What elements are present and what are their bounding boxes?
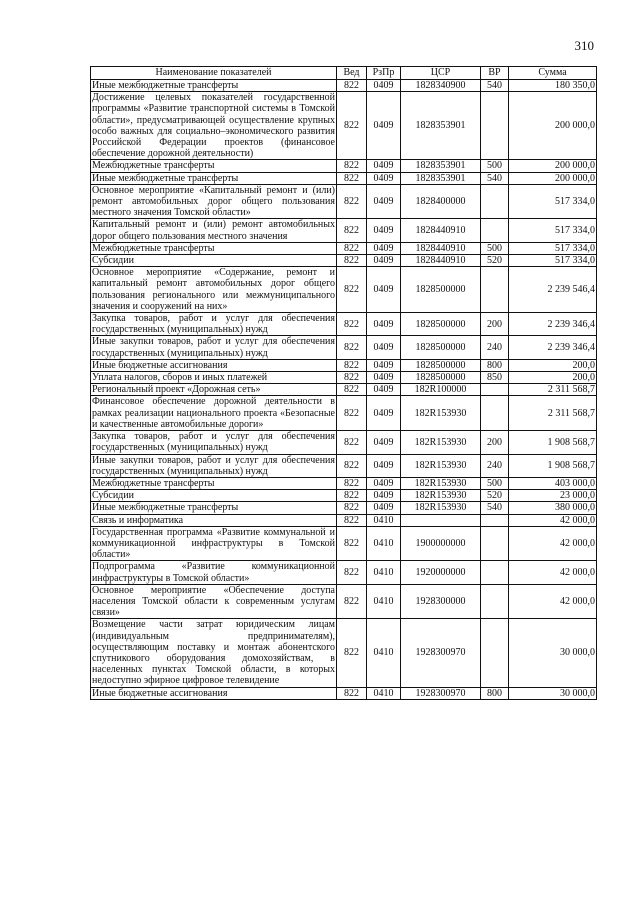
cell-csr: 182R153930	[401, 454, 481, 477]
table-body	[91, 80, 597, 700]
cell-vr	[481, 514, 509, 526]
cell-vr: 850	[481, 372, 509, 384]
budget-table	[90, 66, 597, 700]
cell-ved: 822	[337, 431, 367, 454]
cell-sum: 30 000,0	[509, 619, 597, 687]
cell-ved: 822	[337, 502, 367, 514]
table-row	[91, 184, 597, 219]
cell-ved: 822	[337, 561, 367, 584]
cell-name: Субсидии	[91, 490, 337, 502]
cell-csr: 182R153930	[401, 502, 481, 514]
cell-sum: 517 334,0	[509, 219, 597, 242]
cell-ved: 822	[337, 454, 367, 477]
cell-csr: 182R100000	[401, 384, 481, 396]
table-row	[91, 372, 597, 384]
cell-ved: 822	[337, 219, 367, 242]
cell-rzpr: 0409	[367, 372, 401, 384]
cell-name: Уплата налогов, сборов и иных платежей	[91, 372, 337, 384]
cell-name: Основное мероприятие «Капитальный ремонт и (или) ремонт автомобильных дорог общего пользования местного значения Томской области»	[92, 184, 335, 219]
table-row	[91, 172, 597, 184]
cell-sum: 1 908 568,7	[509, 431, 597, 454]
cell-vr	[481, 561, 509, 584]
cell-ved: 822	[337, 184, 367, 219]
cell-vr	[481, 184, 509, 219]
cell-csr: 182R153930	[401, 396, 481, 431]
cell-rzpr: 0410	[367, 619, 401, 687]
cell-rzpr: 0410	[367, 687, 401, 699]
table-row	[91, 490, 597, 502]
cell-name: Финансовое обеспечение дорожной деятельности в рамках реализации национального проекта «Безопасные и качественные автомобильные дороги»	[92, 396, 335, 430]
cell-sum: 517 334,0	[509, 242, 597, 254]
header-sum: Сумма	[509, 67, 597, 80]
header-vr: ВР	[481, 67, 509, 80]
cell-ved: 822	[337, 80, 367, 92]
cell-sum: 200,0	[509, 372, 597, 384]
cell-vr	[481, 584, 509, 619]
cell-rzpr: 0409	[367, 92, 401, 160]
cell-name: Закупка товаров, работ и услуг для обеспечения государственных (муниципальных) нужд	[92, 313, 335, 336]
cell-name: Межбюджетные трансферты	[91, 477, 337, 489]
cell-ved: 822	[337, 372, 367, 384]
cell-ved: 822	[337, 514, 367, 526]
cell-vr: 200	[481, 313, 509, 336]
cell-sum: 2 239 346,4	[509, 336, 597, 359]
cell-csr	[401, 514, 481, 526]
table-row	[91, 219, 597, 242]
cell-sum: 180 350,0	[509, 80, 597, 92]
cell-vr: 200	[481, 431, 509, 454]
cell-name: Государственная программа «Развитие коммунальной и коммуникационной инфраструктуры в Томской области»	[92, 526, 335, 561]
cell-name: Иные межбюджетные трансферты	[91, 502, 337, 514]
cell-vr: 500	[481, 242, 509, 254]
table-row	[91, 526, 597, 561]
cell-ved: 822	[337, 255, 367, 267]
cell-name: Региональный проект «Дорожная сеть»	[91, 384, 337, 396]
cell-csr: 1828353901	[401, 160, 481, 172]
table-row	[91, 502, 597, 514]
cell-ved: 822	[337, 242, 367, 254]
cell-rzpr: 0409	[367, 255, 401, 267]
cell-name: Иные закупки товаров, работ и услуг для обеспечения государственных (муниципальных) нужд	[92, 454, 335, 477]
cell-vr: 500	[481, 477, 509, 489]
cell-sum: 42 000,0	[509, 584, 597, 619]
cell-rzpr: 0409	[367, 384, 401, 396]
cell-rzpr: 0409	[367, 313, 401, 336]
cell-sum: 517 334,0	[509, 184, 597, 219]
cell-rzpr: 0409	[367, 80, 401, 92]
cell-sum: 42 000,0	[509, 561, 597, 584]
cell-csr: 1828500000	[401, 267, 481, 313]
cell-vr	[481, 267, 509, 313]
cell-sum: 517 334,0	[509, 255, 597, 267]
cell-csr: 1828353901	[401, 92, 481, 160]
cell-csr: 1828340900	[401, 80, 481, 92]
cell-ved: 822	[337, 336, 367, 359]
table-row	[91, 454, 597, 477]
cell-vr: 540	[481, 172, 509, 184]
cell-rzpr: 0410	[367, 584, 401, 619]
cell-name: Иные бюджетные ассигнования	[91, 687, 337, 699]
page-number: 310	[574, 38, 594, 53]
table-row	[91, 687, 597, 699]
cell-rzpr: 0409	[367, 431, 401, 454]
table-row	[91, 242, 597, 254]
cell-sum: 2 311 568,7	[509, 396, 597, 431]
cell-ved: 822	[337, 477, 367, 489]
cell-ved: 822	[337, 584, 367, 619]
cell-ved: 822	[337, 172, 367, 184]
cell-sum: 200 000,0	[509, 92, 597, 160]
cell-csr: 1828400000	[401, 184, 481, 219]
cell-vr: 540	[481, 80, 509, 92]
cell-rzpr: 0409	[367, 267, 401, 313]
cell-ved: 822	[337, 526, 367, 561]
cell-vr: 800	[481, 687, 509, 699]
cell-vr	[481, 396, 509, 431]
cell-sum: 200 000,0	[509, 172, 597, 184]
cell-vr	[481, 92, 509, 160]
table-row	[91, 92, 597, 160]
cell-csr: 1928300970	[401, 619, 481, 687]
cell-name: Капитальный ремонт и (или) ремонт автомобильных дорог общего пользования местного значения	[92, 219, 335, 242]
cell-rzpr: 0410	[367, 526, 401, 561]
table-header-row	[91, 67, 597, 80]
cell-csr: 1920000000	[401, 561, 481, 584]
cell-ved: 822	[337, 359, 367, 371]
table-row	[91, 431, 597, 454]
cell-name: Субсидии	[91, 255, 337, 267]
cell-ved: 822	[337, 396, 367, 431]
cell-vr	[481, 219, 509, 242]
cell-rzpr: 0409	[367, 160, 401, 172]
cell-rzpr: 0410	[367, 561, 401, 584]
cell-name: Связь и информатика	[91, 514, 337, 526]
table-row	[91, 255, 597, 267]
header-csr: ЦСР	[401, 67, 481, 80]
table-row	[91, 561, 597, 584]
table-row	[91, 619, 597, 687]
cell-csr: 182R153930	[401, 431, 481, 454]
table-row	[91, 514, 597, 526]
cell-sum: 1 908 568,7	[509, 454, 597, 477]
cell-ved: 822	[337, 384, 367, 396]
table-row	[91, 336, 597, 359]
table-row	[91, 477, 597, 489]
cell-sum: 42 000,0	[509, 526, 597, 561]
cell-ved: 822	[337, 687, 367, 699]
cell-name: Основное мероприятие «Содержание, ремонт и капитальный ремонт автомобильных дорог общего пользования регионального или межмуниципального значения и сооружений на них»	[92, 267, 335, 312]
table-row	[91, 396, 597, 431]
cell-name: Подпрограмма «Развитие коммуникационной инфраструктуры в Томской области»	[92, 561, 335, 584]
cell-rzpr: 0409	[367, 336, 401, 359]
table-row	[91, 80, 597, 92]
cell-vr: 540	[481, 502, 509, 514]
cell-vr: 240	[481, 336, 509, 359]
cell-ved: 822	[337, 92, 367, 160]
cell-rzpr: 0409	[367, 477, 401, 489]
cell-name: Закупка товаров, работ и услуг для обеспечения государственных (муниципальных) нужд	[92, 431, 335, 454]
table-row	[91, 313, 597, 336]
cell-csr: 1828353901	[401, 172, 481, 184]
cell-vr	[481, 526, 509, 561]
cell-vr	[481, 384, 509, 396]
cell-vr: 500	[481, 160, 509, 172]
cell-csr: 1828500000	[401, 359, 481, 371]
cell-rzpr: 0409	[367, 502, 401, 514]
cell-sum: 403 000,0	[509, 477, 597, 489]
cell-name: Иные межбюджетные трансферты	[91, 172, 337, 184]
cell-csr: 1828500000	[401, 372, 481, 384]
table-row	[91, 267, 597, 313]
cell-vr: 800	[481, 359, 509, 371]
cell-csr: 1928300000	[401, 584, 481, 619]
table-row	[91, 384, 597, 396]
cell-sum: 30 000,0	[509, 687, 597, 699]
cell-vr: 520	[481, 490, 509, 502]
cell-ved: 822	[337, 619, 367, 687]
cell-rzpr: 0409	[367, 359, 401, 371]
cell-vr: 520	[481, 255, 509, 267]
header-rzpr: РзПр	[367, 67, 401, 80]
cell-vr	[481, 619, 509, 687]
cell-name: Основное мероприятие «Обеспечение доступа населения Томской области к современным услугам связи»	[92, 584, 335, 619]
cell-csr: 1928300970	[401, 687, 481, 699]
cell-csr: 182R153930	[401, 477, 481, 489]
cell-name: Иные закупки товаров, работ и услуг для обеспечения государственных (муниципальных) нужд	[92, 336, 335, 359]
cell-csr: 1900000000	[401, 526, 481, 561]
cell-name: Возмещение части затрат юридическим лицам (индивидуальным предпринимателям), осуществляющим поставку и монтаж абонентского спутникового оборудования домохозяйствам, в населенных пунктах Томской области, в которых недоступно эфирное цифровое телевидение	[92, 619, 335, 687]
cell-sum: 23 000,0	[509, 490, 597, 502]
table-row	[91, 160, 597, 172]
table-row	[91, 359, 597, 371]
cell-csr: 1828440910	[401, 219, 481, 242]
cell-ved: 822	[337, 490, 367, 502]
cell-sum: 380 000,0	[509, 502, 597, 514]
cell-csr: 182R153930	[401, 490, 481, 502]
cell-rzpr: 0409	[367, 396, 401, 431]
header-ved: Вед	[337, 67, 367, 80]
cell-csr: 1828500000	[401, 336, 481, 359]
cell-rzpr: 0409	[367, 184, 401, 219]
cell-name: Иные межбюджетные трансферты	[91, 80, 337, 92]
cell-sum: 42 000,0	[509, 514, 597, 526]
cell-ved: 822	[337, 313, 367, 336]
cell-rzpr: 0410	[367, 514, 401, 526]
table-row	[91, 584, 597, 619]
cell-rzpr: 0409	[367, 242, 401, 254]
cell-ved: 822	[337, 160, 367, 172]
cell-rzpr: 0409	[367, 172, 401, 184]
cell-csr: 1828440910	[401, 242, 481, 254]
header-name: Наименование показателей	[91, 67, 337, 80]
cell-sum: 200 000,0	[509, 160, 597, 172]
cell-name: Межбюджетные трансферты	[91, 160, 337, 172]
cell-name: Межбюджетные трансферты	[91, 242, 337, 254]
cell-rzpr: 0409	[367, 454, 401, 477]
cell-sum: 2 239 346,4	[509, 313, 597, 336]
cell-csr: 1828500000	[401, 313, 481, 336]
cell-rzpr: 0409	[367, 490, 401, 502]
cell-sum: 2 239 546,4	[509, 267, 597, 313]
cell-name: Достижение целевых показателей государственной программы «Развитие транспортной системы в Томской области», предусматривающей осуществление крупных особо важных для социально–экономического развития Российской Федерации проектов (финансовое обеспечение дорожной деятельности)	[92, 92, 335, 160]
cell-sum: 200,0	[509, 359, 597, 371]
cell-csr: 1828440910	[401, 255, 481, 267]
cell-vr: 240	[481, 454, 509, 477]
cell-sum: 2 311 568,7	[509, 384, 597, 396]
cell-rzpr: 0409	[367, 219, 401, 242]
cell-ved: 822	[337, 267, 367, 313]
cell-name: Иные бюджетные ассигнования	[91, 359, 337, 371]
